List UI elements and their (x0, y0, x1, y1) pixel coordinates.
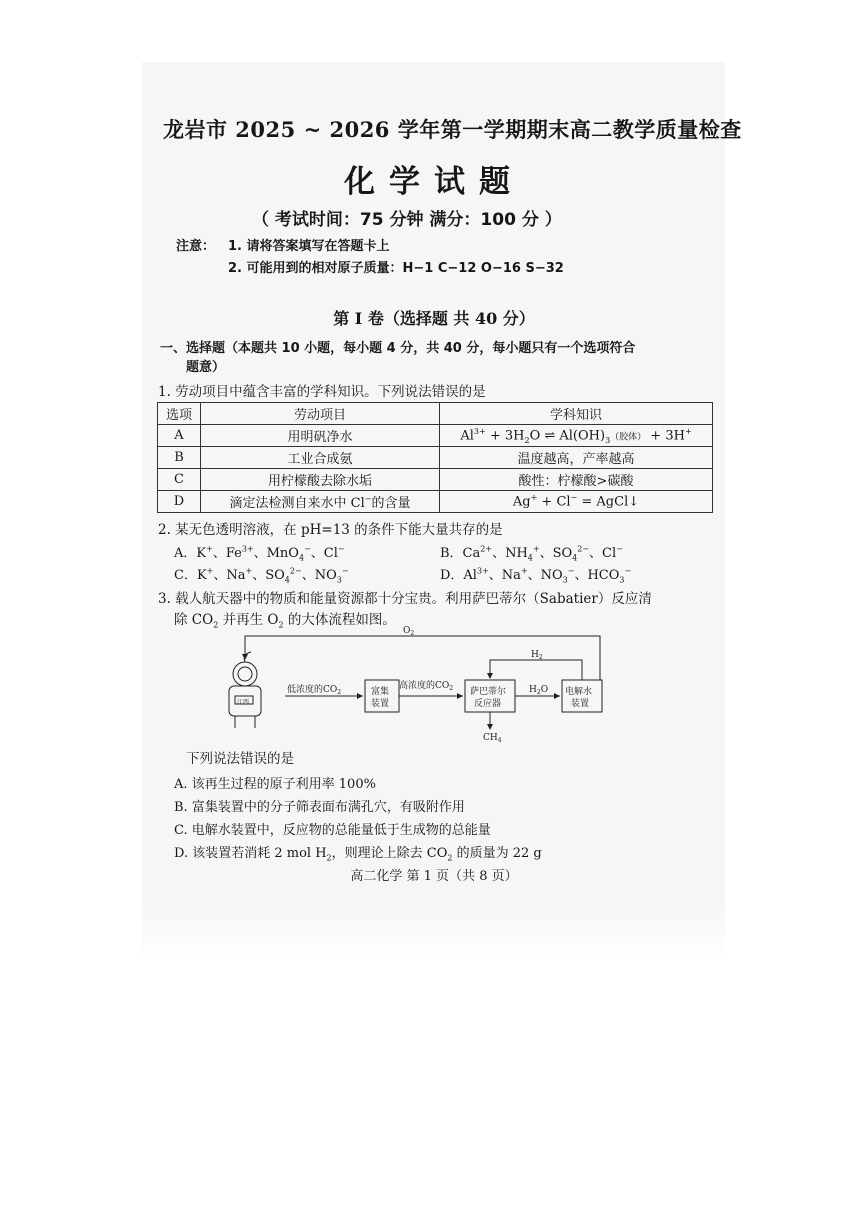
knowledge-cell: $Al^{3+} + 3H_2O$ ⇌ $Al(OH)_3$（胶体） + 3H+ (440, 425, 713, 447)
project-cell: 工业合成氨 (201, 447, 440, 469)
option-cell: C (158, 469, 201, 491)
q3-option-a: A. 该再生过程的原子利用率 100% (174, 777, 376, 792)
exam-title: 龙岩市 2025 ~ 2026 学年第一学期期末高二教学质量检查 (163, 117, 742, 142)
q3-option-c: C. 电解水装置中，反应物的总能量低于生成物的总能量 (174, 823, 491, 838)
q2-option-b: B．$Ca^{2+}$、$NH_4^+$、$SO_4^{2-}$、Cl− (440, 544, 623, 563)
enrichment-label-1: 富集 (371, 687, 390, 697)
page-footer: 高二化学 第 1 页（共 8 页） (350, 869, 518, 884)
svg-text:H2O: $H_2O$ (529, 685, 549, 696)
label-low-co2: 低浓度的CO (287, 685, 338, 695)
svg-text:高浓度的CO2: 高浓度的$CO_2$ (399, 681, 454, 692)
sabatier-flow-diagram (215, 624, 615, 744)
table-row (158, 447, 713, 469)
reactor-label-2: 反应器 (474, 699, 502, 709)
q3-stem-line2: 除 $CO_2$ 并再生 $O_2$ 的大体流程如图。 (174, 612, 396, 630)
svg-text:低浓度的CO2: 低浓度的$CO_2$ (287, 685, 342, 696)
note-label: 注意： (176, 239, 216, 254)
q2-stem: 2. 某无色透明溶液，在 pH=13 的条件下能大量共存的是 (158, 522, 503, 538)
q3-stem-line1: 3. 载人航天器中的物质和能量资源都十分宝贵。利用萨巴蒂尔（Sabatier）反应清 (158, 591, 652, 607)
note-1: 1. 请将答案填写在答题卡上 (228, 239, 390, 254)
table-row (158, 469, 713, 491)
subject-title: 化学试题 (344, 164, 524, 200)
project-cell: 滴定法检测自来水中 Cl−的含量 (201, 491, 440, 513)
label-high-co2: 高浓度的CO (399, 681, 450, 691)
q2-option-d: D．$Al^{3+}$、Na+、$NO_3^-$、$HCO_3^-$ (440, 566, 632, 585)
option-cell: A (158, 425, 201, 447)
astronaut-icon (229, 652, 261, 728)
q2-option-a: A．K+、$Fe^{3+}$、MnO$_4$−、Cl− (174, 544, 345, 563)
svg-text:CH4: $CH_4$ (483, 733, 502, 744)
q2-option-c: C．K+、Na+、$SO_4^{2-}$、$NO_3^-$ (174, 566, 349, 585)
label-ch4: CH (483, 733, 498, 743)
part-title: 第 I 卷（选择题 共 40 分） (333, 309, 535, 328)
table-row (158, 491, 713, 513)
astronaut-badge: 江西 (237, 699, 250, 706)
knowledge-cell: Ag+ + Cl− = AgCl↓ (440, 491, 713, 513)
svg-text:O2: $O_2$ (403, 626, 415, 637)
label-h2o: H (529, 685, 537, 695)
section-heading: 一、选择题（本题共 10 小题，每小题 4 分，共 40 分，每小题只有一个选项符合 (160, 341, 636, 356)
label-o2: O (403, 626, 411, 636)
q3-option-d: D. 该装置若消耗 2 mol $H_2$，则理论上除去 $CO_2$ 的质量为 22 g (174, 846, 542, 863)
table-header: 劳动项目 (201, 403, 440, 425)
project-cell: 用明矾净水 (201, 425, 440, 447)
svg-text:H2: $H_2$ (531, 650, 543, 661)
section-heading-cont: 题意） (186, 360, 226, 375)
knowledge-cell: 酸性：柠檬酸>碳酸 (440, 469, 713, 491)
table-header: 学科知识 (440, 403, 713, 425)
table-header: 选项 (158, 403, 201, 425)
project-cell: 用柠檬酸去除水垢 (201, 469, 440, 491)
note-2: 2. 可能用到的相对原子质量：H−1 C−12 O−16 S−32 (228, 261, 564, 276)
q1-table (157, 402, 713, 513)
option-cell: B (158, 447, 201, 469)
label-h2: H (531, 650, 539, 660)
scan-edge (142, 905, 725, 962)
q3-option-b: B. 富集装置中的分子筛表面布满孔穴，有吸附作用 (174, 800, 465, 815)
enrichment-label-2: 装置 (371, 699, 390, 709)
q3-ask: 下列说法错误的是 (186, 751, 294, 767)
q1-stem: 1. 劳动项目中蕴含丰富的学科知识。下列说法错误的是 (158, 384, 486, 400)
electrolysis-label-2: 装置 (571, 699, 590, 709)
table-header-row (158, 403, 713, 425)
exam-meta: （ 考试时间：75 分钟 满分：100 分 ） (252, 210, 562, 230)
electrolysis-label-1: 电解水 (565, 687, 593, 697)
table-row (158, 425, 713, 447)
knowledge-cell: 温度越高，产率越高 (440, 447, 713, 469)
option-cell: D (158, 491, 201, 513)
colloid-note: （胶体） (610, 431, 647, 442)
reactor-label-1: 萨巴蒂尔 (470, 687, 507, 697)
